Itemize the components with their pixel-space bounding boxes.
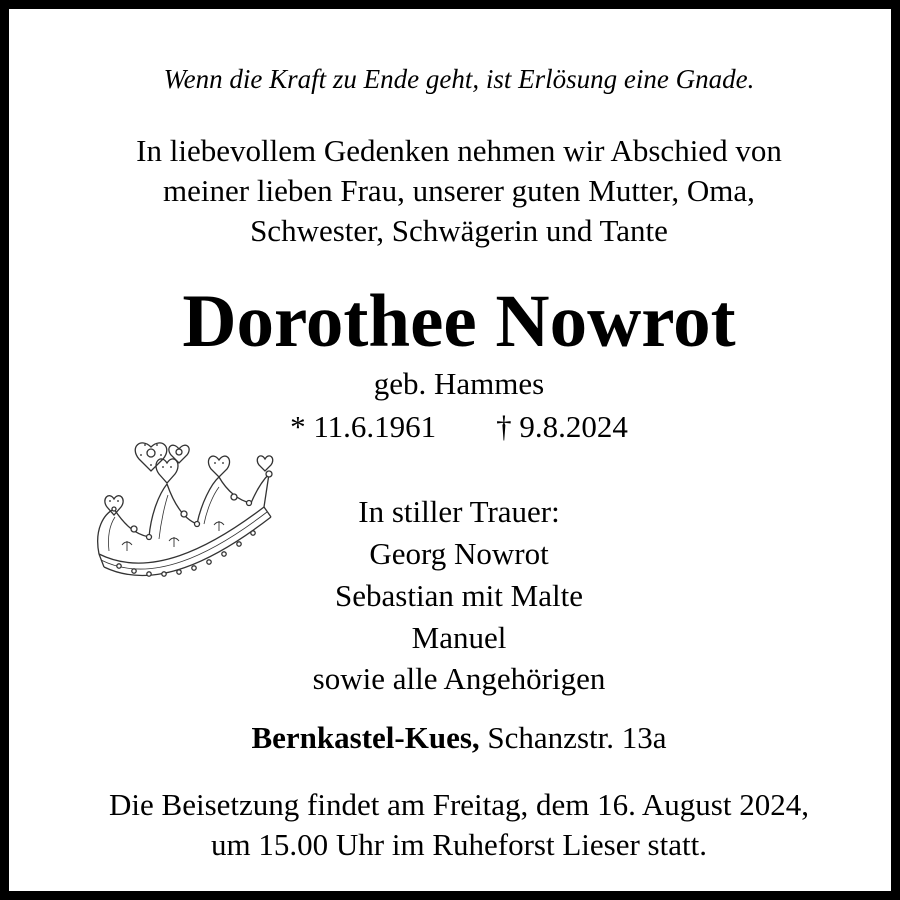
address-street: Schanzstr. 13a bbox=[487, 720, 667, 755]
birth-date: * 11.6.1961 bbox=[290, 409, 437, 444]
intro-line-3: Schwester, Schwägerin und Tante bbox=[250, 213, 668, 248]
death-date: † 9.8.2024 bbox=[496, 409, 628, 444]
mourner-2: Sebastian mit Malte bbox=[335, 578, 583, 613]
funeral-line-1: Die Beisetzung findet am Freitag, dem 16. August 2024, bbox=[109, 787, 809, 822]
motto: Wenn die Kraft zu Ende geht, ist Erlösung eine Gnade. bbox=[163, 64, 755, 94]
mourner-3: Manuel bbox=[411, 620, 507, 655]
address-city: Bernkastel-Kues, bbox=[251, 720, 480, 755]
address bbox=[9, 718, 900, 758]
intro-line-2: meiner lieben Frau, unserer guten Mutter, Oma, bbox=[163, 173, 755, 208]
mourner-4: sowie alle Angehörigen bbox=[312, 661, 606, 696]
deceased-name: Dorothee Nowrot bbox=[182, 280, 736, 363]
intro-line-1: In liebevollem Gedenken nehmen wir Abschied von bbox=[136, 133, 782, 168]
funeral-line-2: um 15.00 Uhr im Ruheforst Lieser statt. bbox=[211, 827, 707, 862]
mourner-1: Georg Nowrot bbox=[369, 536, 549, 571]
maiden-name: geb. Hammes bbox=[373, 366, 545, 401]
mourners-heading: In stiller Trauer: bbox=[358, 494, 560, 529]
